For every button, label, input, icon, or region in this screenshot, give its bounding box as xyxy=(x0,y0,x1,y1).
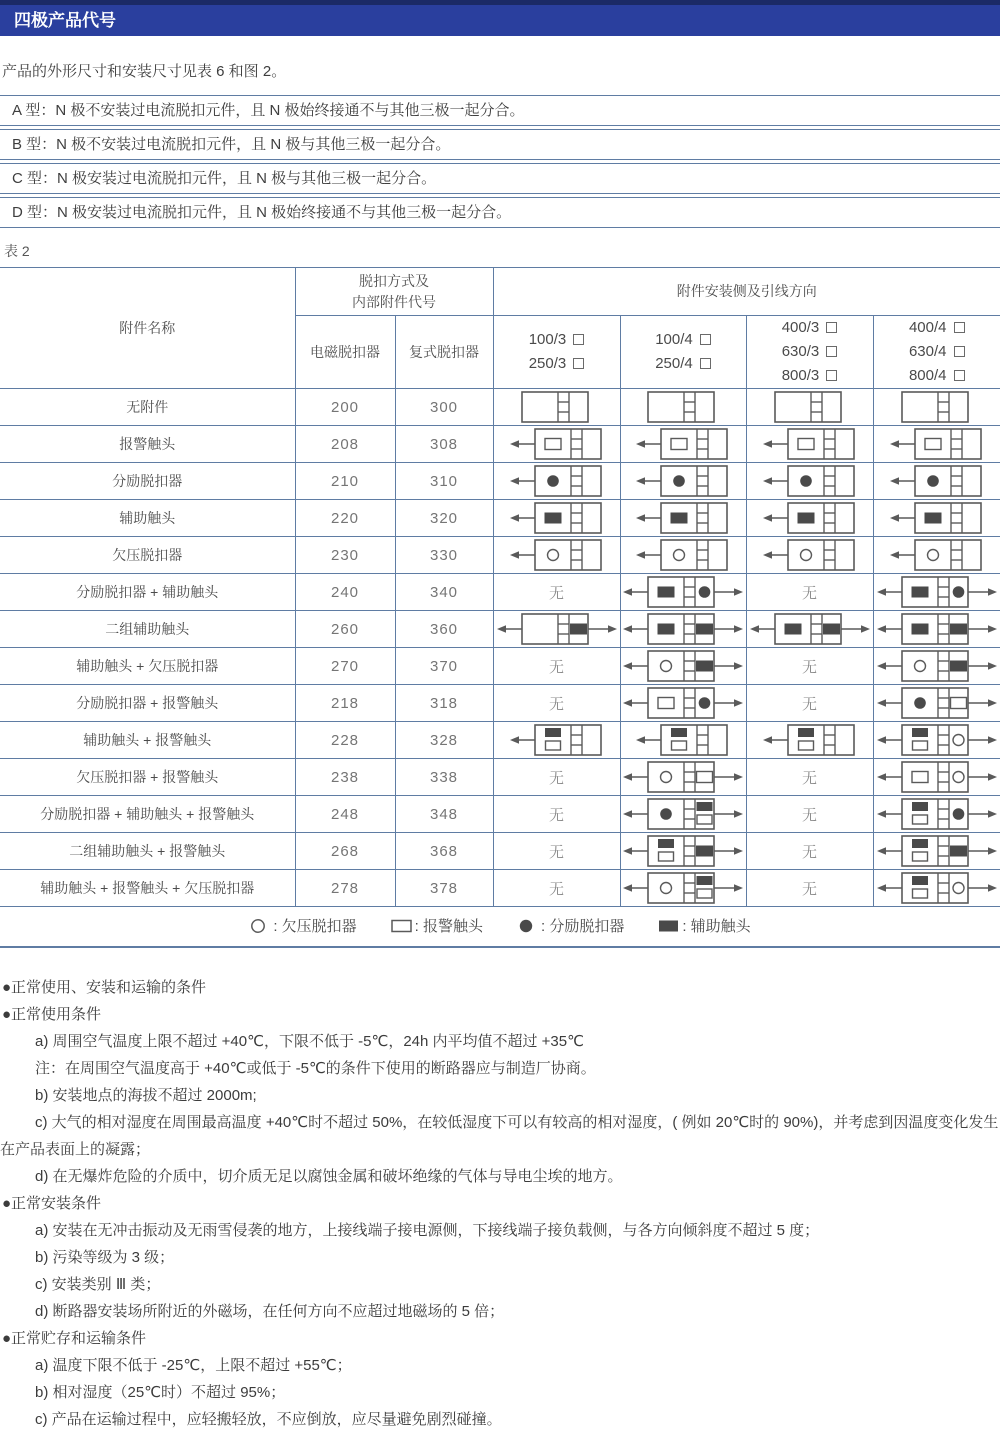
breaker-diagram xyxy=(621,611,745,647)
condition-item: a) 安装在无冲击振动及无雨雪侵袭的地方，上接线端子接电源侧，下接线端子接负载侧，与各方向倾斜度不超过 5 度； xyxy=(0,1217,1000,1244)
breaker-diagram xyxy=(495,426,619,462)
breaker-diagram xyxy=(875,759,999,795)
table-row xyxy=(0,389,1000,426)
col-group-trip-type xyxy=(295,268,493,316)
breaker-diagram xyxy=(875,574,999,610)
table-row xyxy=(0,759,1000,796)
type-definition-row: D 型：N 极安装过电流脱扣元件，且 N 极始终接通不与其他三极一起分合。 xyxy=(0,197,1000,228)
diagram-cell xyxy=(620,685,746,722)
breaker-diagram xyxy=(748,426,872,462)
checkbox-icon xyxy=(826,370,837,381)
breaker-diagram xyxy=(621,648,745,684)
table-row xyxy=(0,648,1000,685)
magnetic-code-cell: 230 xyxy=(295,537,395,574)
diagram-cell xyxy=(493,389,620,426)
table-row xyxy=(0,685,1000,722)
diagram-cell xyxy=(873,389,1000,426)
diagram-cell xyxy=(873,759,1000,796)
frame-size-option xyxy=(874,340,1000,364)
frame-size-option xyxy=(747,316,873,340)
col-header-combined-release: 复式脱扣器 xyxy=(395,316,493,389)
frame-size-label: 800/3 xyxy=(782,367,820,384)
conditions-section xyxy=(0,974,1000,1439)
no-option-cell: 无 xyxy=(493,574,620,611)
type-definition-row: A 型：N 极不安装过电流脱扣元件，且 N 极始终接通不与其他三极一起分合。 xyxy=(0,95,1000,126)
condition-heading: ●正常使用条件 xyxy=(2,1001,1000,1028)
diagram-cell xyxy=(620,648,746,685)
diagram-cell xyxy=(493,611,620,648)
breaker-diagram xyxy=(748,722,872,758)
magnetic-code-cell: 270 xyxy=(295,648,395,685)
legend-item xyxy=(517,918,624,935)
diagram-cell xyxy=(873,463,1000,500)
breaker-diagram xyxy=(621,574,745,610)
magnetic-code-cell: 238 xyxy=(295,759,395,796)
magnetic-code-cell: 200 xyxy=(295,389,395,426)
frame-size-option xyxy=(621,328,746,352)
accessory-name-cell: 分励脱扣器 xyxy=(0,463,295,500)
breaker-diagram xyxy=(495,500,619,536)
type-definition-row: C 型：N 极安装过电流脱扣元件，且 N 极与其他三极一起分合。 xyxy=(0,163,1000,194)
magnetic-code-cell: 268 xyxy=(295,833,395,870)
combined-code-cell: 320 xyxy=(395,500,493,537)
diagram-cell xyxy=(620,537,746,574)
accessory-name-cell: 辅助触头 + 报警触头 + 欠压脱扣器 xyxy=(0,870,295,907)
no-option-cell: 无 xyxy=(746,796,873,833)
breaker-diagram xyxy=(875,648,999,684)
breaker-diagram xyxy=(875,537,999,573)
frame-size-option xyxy=(621,352,746,376)
no-option-cell: 无 xyxy=(493,759,620,796)
diagram-cell xyxy=(493,463,620,500)
no-option-cell: 无 xyxy=(493,833,620,870)
diagram-cell xyxy=(746,500,873,537)
legend-label: : 报警触头 xyxy=(415,918,483,935)
col-group-mount-side: 附件安装侧及引线方向 xyxy=(493,268,1000,316)
combined-code-cell: 368 xyxy=(395,833,493,870)
diagram-cell xyxy=(746,611,873,648)
breaker-diagram xyxy=(875,500,999,536)
breaker-diagram xyxy=(875,796,999,832)
legend-symbol-icon xyxy=(517,918,539,934)
frame-column-header xyxy=(746,316,873,389)
combined-code-cell: 378 xyxy=(395,870,493,907)
legend-label: : 辅助触头 xyxy=(682,918,750,935)
breaker-diagram xyxy=(748,389,872,425)
no-option-cell: 无 xyxy=(493,685,620,722)
frame-size-label: 630/4 xyxy=(909,343,947,360)
checkbox-icon xyxy=(954,346,965,357)
accessory-name-cell: 分励脱扣器 + 报警触头 xyxy=(0,685,295,722)
frame-size-label: 400/4 xyxy=(909,319,947,336)
table-label: 表 2 xyxy=(4,241,1000,261)
combined-code-cell: 348 xyxy=(395,796,493,833)
no-option-cell: 无 xyxy=(746,833,873,870)
breaker-diagram xyxy=(621,722,745,758)
breaker-diagram xyxy=(875,611,999,647)
table-row xyxy=(0,426,1000,463)
breaker-diagram xyxy=(495,722,619,758)
frame-size-label: 250/3 xyxy=(529,355,567,372)
table-row xyxy=(0,537,1000,574)
table-row xyxy=(0,870,1000,907)
no-option-cell: 无 xyxy=(746,574,873,611)
condition-item: c) 安装类别 Ⅲ 类； xyxy=(0,1271,1000,1298)
combined-code-cell: 300 xyxy=(395,389,493,426)
trip-group-line2: 内部附件代号 xyxy=(296,292,493,313)
breaker-diagram xyxy=(875,722,999,758)
section-header-banner xyxy=(0,5,1000,36)
magnetic-code-cell: 220 xyxy=(295,500,395,537)
combined-code-cell: 328 xyxy=(395,722,493,759)
diagram-cell xyxy=(746,426,873,463)
combined-code-cell: 308 xyxy=(395,426,493,463)
condition-item: c) 产品在运输过程中，应轻搬轻放，不应倒放，应尽量避免剧烈碰撞。 xyxy=(0,1406,1000,1433)
checkbox-icon xyxy=(826,346,837,357)
breaker-diagram xyxy=(621,537,745,573)
diagram-cell xyxy=(746,389,873,426)
breaker-diagram xyxy=(875,389,999,425)
breaker-diagram xyxy=(621,833,745,869)
table-row xyxy=(0,611,1000,648)
diagram-cell xyxy=(746,463,873,500)
accessory-code-table xyxy=(0,267,1000,907)
table-row xyxy=(0,500,1000,537)
table-row xyxy=(0,833,1000,870)
breaker-diagram xyxy=(621,796,745,832)
magnetic-code-cell: 278 xyxy=(295,870,395,907)
diagram-cell xyxy=(873,537,1000,574)
breaker-diagram xyxy=(875,685,999,721)
table-row xyxy=(0,722,1000,759)
combined-code-cell: 370 xyxy=(395,648,493,685)
breaker-diagram xyxy=(748,500,872,536)
diagram-cell xyxy=(620,833,746,870)
diagram-cell xyxy=(620,389,746,426)
no-option-cell: 无 xyxy=(493,870,620,907)
diagram-cell xyxy=(620,796,746,833)
condition-item: b) 污染等级为 3 级； xyxy=(0,1244,1000,1271)
legend-item xyxy=(391,918,483,935)
symbol-legend xyxy=(0,907,1000,948)
condition-item: c) 大气的相对湿度在周围最高温度 +40℃时不超过 50%，在较低湿度下可以有较高的相对湿度，( 例如 20℃时的 90%)，并考虑到因温度变化发生在产品表面上的凝露； xyxy=(0,1109,1000,1163)
condition-heading: ●正常贮存和运输条件 xyxy=(2,1325,1000,1352)
frame-size-label: 630/3 xyxy=(782,343,820,360)
table-row xyxy=(0,574,1000,611)
magnetic-code-cell: 248 xyxy=(295,796,395,833)
diagram-cell xyxy=(493,537,620,574)
diagram-cell xyxy=(873,833,1000,870)
frame-size-label: 250/4 xyxy=(655,355,693,372)
breaker-diagram xyxy=(875,426,999,462)
legend-item xyxy=(658,918,750,935)
accessory-name-cell: 辅助触头 + 报警触头 xyxy=(0,722,295,759)
condition-item: a) 温度下限不低于 -25℃，上限不超过 +55℃； xyxy=(0,1352,1000,1379)
trip-group-line1: 脱扣方式及 xyxy=(296,271,493,292)
diagram-cell xyxy=(620,463,746,500)
diagram-cell xyxy=(746,537,873,574)
frame-size-label: 800/4 xyxy=(909,367,947,384)
breaker-diagram xyxy=(748,463,872,499)
checkbox-icon xyxy=(954,322,965,333)
checkbox-icon xyxy=(700,334,711,345)
magnetic-code-cell: 210 xyxy=(295,463,395,500)
accessory-name-cell: 辅助触头 + 欠压脱扣器 xyxy=(0,648,295,685)
accessory-name-cell: 报警触头 xyxy=(0,426,295,463)
diagram-cell xyxy=(620,500,746,537)
frame-size-label: 100/3 xyxy=(529,331,567,348)
diagram-cell xyxy=(493,722,620,759)
frame-size-option xyxy=(494,352,620,376)
table-row xyxy=(0,463,1000,500)
frame-size-label: 400/3 xyxy=(782,319,820,336)
accessory-name-cell: 分励脱扣器 + 辅助触头 + 报警触头 xyxy=(0,796,295,833)
no-option-cell: 无 xyxy=(746,870,873,907)
diagram-cell xyxy=(493,426,620,463)
combined-code-cell: 318 xyxy=(395,685,493,722)
accessory-name-cell: 分励脱扣器 + 辅助触头 xyxy=(0,574,295,611)
combined-code-cell: 340 xyxy=(395,574,493,611)
magnetic-code-cell: 260 xyxy=(295,611,395,648)
frame-size-option xyxy=(874,316,1000,340)
accessory-name-cell: 无附件 xyxy=(0,389,295,426)
breaker-diagram xyxy=(621,685,745,721)
legend-label: : 欠压脱扣器 xyxy=(273,918,356,935)
page-title: 四极产品代号 xyxy=(14,11,116,30)
breaker-diagram xyxy=(495,389,619,425)
breaker-diagram xyxy=(621,870,745,906)
diagram-cell xyxy=(620,722,746,759)
frame-size-label: 100/4 xyxy=(655,331,693,348)
diagram-cell xyxy=(746,722,873,759)
frame-column-header xyxy=(620,316,746,389)
intro-text: 产品的外形尺寸和安装尺寸见表 6 和图 2。 xyxy=(2,60,1000,81)
legend-label: : 分励脱扣器 xyxy=(541,918,624,935)
frame-column-header xyxy=(493,316,620,389)
condition-item: b) 相对湿度（25℃时）不超过 95%； xyxy=(0,1379,1000,1406)
type-definition-row: B 型：N 极不安装过电流脱扣元件，且 N 极与其他三极一起分合。 xyxy=(0,129,1000,160)
magnetic-code-cell: 208 xyxy=(295,426,395,463)
diagram-cell xyxy=(620,426,746,463)
frame-column-header xyxy=(873,316,1000,389)
no-option-cell: 无 xyxy=(746,648,873,685)
magnetic-code-cell: 240 xyxy=(295,574,395,611)
breaker-diagram xyxy=(621,426,745,462)
breaker-diagram xyxy=(875,870,999,906)
diagram-cell xyxy=(873,574,1000,611)
diagram-cell xyxy=(873,611,1000,648)
breaker-diagram xyxy=(495,537,619,573)
no-option-cell: 无 xyxy=(493,796,620,833)
diagram-cell xyxy=(493,500,620,537)
frame-size-option xyxy=(747,364,873,388)
condition-heading: ●正常使用、安装和运输的条件 xyxy=(2,974,1000,1001)
breaker-diagram xyxy=(621,759,745,795)
combined-code-cell: 338 xyxy=(395,759,493,796)
combined-code-cell: 330 xyxy=(395,537,493,574)
checkbox-icon xyxy=(954,370,965,381)
magnetic-code-cell: 218 xyxy=(295,685,395,722)
table-row xyxy=(0,796,1000,833)
breaker-diagram xyxy=(748,537,872,573)
breaker-diagram xyxy=(621,500,745,536)
frame-size-option xyxy=(747,340,873,364)
condition-item: 注：在周围空气温度高于 +40℃或低于 -5℃的条件下使用的断路器应与制造厂协商。 xyxy=(0,1055,1000,1082)
accessory-name-cell: 二组辅助触头 xyxy=(0,611,295,648)
condition-item: d) 在无爆炸危险的介质中，切介质无足以腐蚀金属和破坏绝缘的气体与导电尘埃的地方。 xyxy=(0,1163,1000,1190)
legend-symbol-icon xyxy=(391,918,413,934)
no-option-cell: 无 xyxy=(746,685,873,722)
no-option-cell: 无 xyxy=(493,648,620,685)
diagram-cell xyxy=(873,426,1000,463)
breaker-diagram xyxy=(875,463,999,499)
accessory-name-cell: 欠压脱扣器 xyxy=(0,537,295,574)
magnetic-code-cell: 228 xyxy=(295,722,395,759)
condition-heading: ●正常安装条件 xyxy=(2,1190,1000,1217)
diagram-cell xyxy=(873,722,1000,759)
legend-symbol-icon xyxy=(249,918,271,934)
combined-code-cell: 360 xyxy=(395,611,493,648)
condition-item: a) 周围空气温度上限不超过 +40℃，下限不低于 -5℃，24h 内平均值不超过 +35℃ xyxy=(0,1028,1000,1055)
breaker-diagram xyxy=(621,389,745,425)
breaker-diagram xyxy=(621,463,745,499)
pole-type-definitions xyxy=(0,95,1000,228)
diagram-cell xyxy=(873,500,1000,537)
checkbox-icon xyxy=(700,358,711,369)
diagram-cell xyxy=(873,870,1000,907)
legend-item xyxy=(249,918,356,935)
breaker-diagram xyxy=(495,463,619,499)
accessory-name-cell: 二组辅助触头 + 报警触头 xyxy=(0,833,295,870)
no-option-cell: 无 xyxy=(746,759,873,796)
combined-code-cell: 310 xyxy=(395,463,493,500)
diagram-cell xyxy=(620,574,746,611)
diagram-cell xyxy=(620,611,746,648)
checkbox-icon xyxy=(826,322,837,333)
condition-item: b) 安装地点的海拔不超过 2000m; xyxy=(0,1082,1000,1109)
condition-item: d) 断路器安装场所附近的外磁场，在任何方向不应超过地磁场的 5 倍； xyxy=(0,1298,1000,1325)
diagram-cell xyxy=(873,685,1000,722)
checkbox-icon xyxy=(573,334,584,345)
legend-symbol-icon xyxy=(658,918,680,934)
checkbox-icon xyxy=(573,358,584,369)
frame-size-option xyxy=(874,364,1000,388)
col-header-magnetic-release: 电磁脱扣器 xyxy=(295,316,395,389)
diagram-cell xyxy=(873,796,1000,833)
breaker-diagram xyxy=(875,833,999,869)
accessory-name-cell: 欠压脱扣器 + 报警触头 xyxy=(0,759,295,796)
diagram-cell xyxy=(620,870,746,907)
col-header-accessory-name: 附件名称 xyxy=(0,268,295,389)
accessory-name-cell: 辅助触头 xyxy=(0,500,295,537)
frame-size-option xyxy=(494,328,620,352)
breaker-diagram xyxy=(495,611,619,647)
breaker-diagram xyxy=(748,611,872,647)
diagram-cell xyxy=(873,648,1000,685)
diagram-cell xyxy=(620,759,746,796)
